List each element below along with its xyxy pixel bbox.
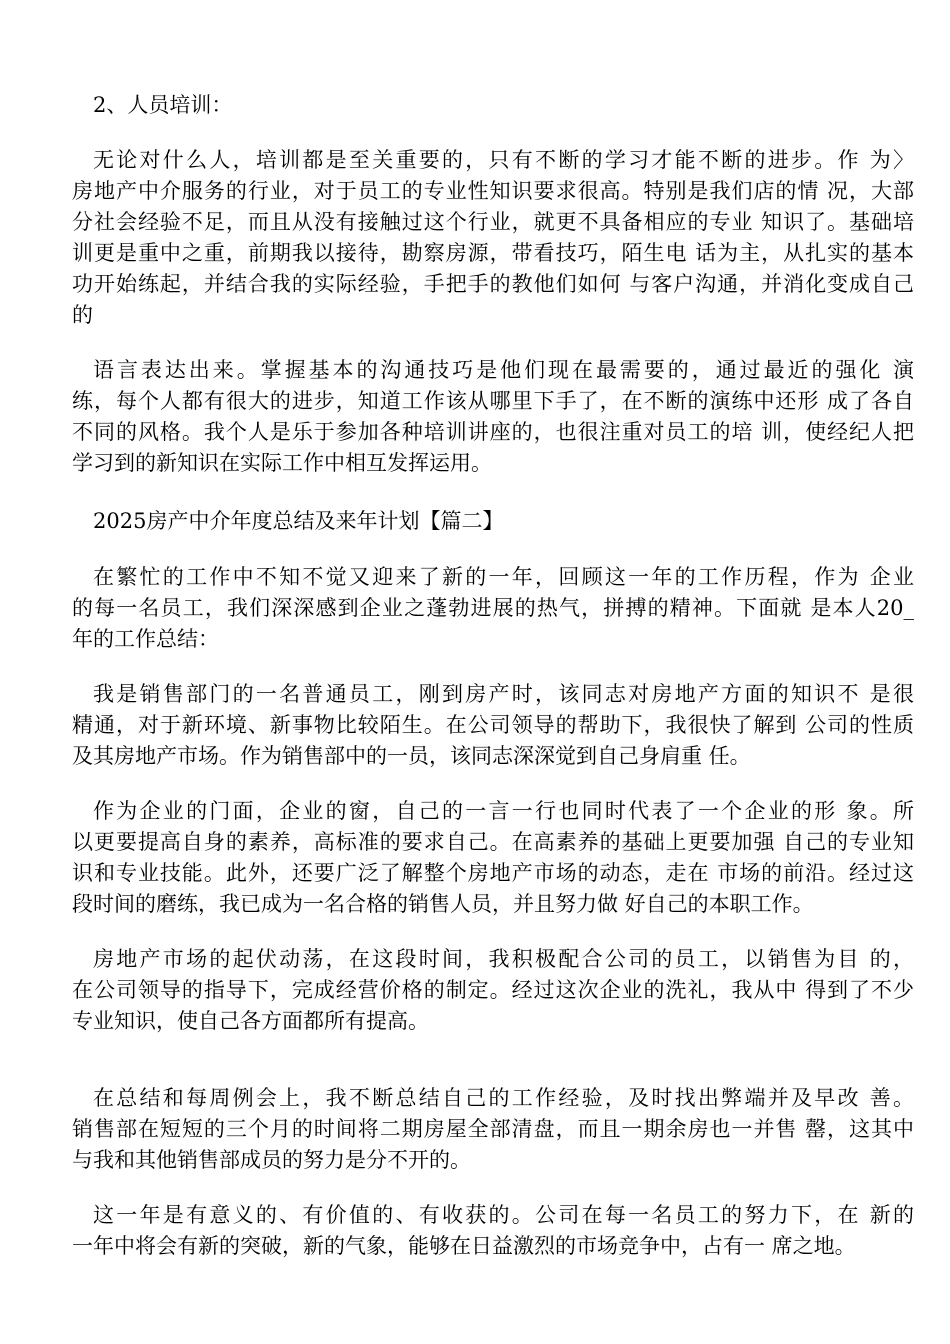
paragraph-line: 房地产市场的起伏动荡，在这段时间，我积极配合公司的员工，以销售为目 的， (93, 947, 914, 971)
paragraph-line: 这一年是有意义的、有价值的、有收获的。公司在每一名员工的努力下，在 新的 (93, 1203, 914, 1227)
paragraph-line: 我是销售部门的一名普通员工，刚到房产时，该同志对房地产方面的知识不 是很 (93, 682, 914, 706)
section-heading-training: 2、人员培训： (93, 93, 233, 117)
paragraph-line: 识和专业技能。此外，还要广泛了解整个房地产市场的动态，走在 市场的前沿。经过这 (72, 861, 914, 885)
paragraph-line: 学习到的新知识在实际工作中相互发挥运用。 (72, 451, 492, 475)
paragraph-line: 不同的风格。我个人是乐于参加各种培训讲座的，也很注重对员工的培 训，使经纪人把 (72, 420, 914, 444)
paragraph-line: 房地产中介服务的行业，对于员工的专业性知识要求很高。特别是我们店的情 况，大部 (72, 179, 914, 203)
paragraph-line: 销售部在短短的三个月的时间将二期房屋全部清盘，而且一期余房也一并售 罄，这其中 (72, 1117, 914, 1141)
paragraph-line: 在总结和每周例会上，我不断总结自己的工作经验，及时找出弊端并及早改 善。 (93, 1086, 914, 1110)
paragraph-line: 在公司领导的指导下，完成经营价格的制定。经过这次企业的洗礼，我从中 得到了不少 (72, 978, 914, 1002)
paragraph-line: 的 (72, 303, 93, 327)
paragraph-line: 段时间的磨练，我已成为一名合格的销售人员，并且努力做 好自己的本职工作。 (72, 892, 814, 916)
paragraph-line: 语言表达出来。掌握基本的沟通技巧是他们现在最需要的，通过最近的强化 演 (93, 358, 914, 382)
paragraph-line: 的每一名员工，我们深深感到企业之蓬勃进展的热气，拼搏的精神。下面就 是本人20_ (72, 596, 914, 620)
section-heading-part2: 2025房产中介年度总结及来年计划【篇二】 (93, 509, 504, 533)
paragraph-line: 年的工作总结： (72, 627, 219, 651)
paragraph-line: 训更是重中之重，前期我以接待，勘察房源，带看技巧，陌生电 话为主，从扎实的基本 (72, 241, 914, 265)
paragraph-line: 一年中将会有新的突破，新的气象，能够在日益激烈的市场竞争中，占有一 席之地。 (72, 1234, 856, 1258)
paragraph-line: 无论对什么人，培训都是至关重要的，只有不断的学习才能不断的进步。作 为〉 (93, 148, 914, 172)
paragraph-line: 及其房地产市场。作为销售部中的一员，该同志深深觉到自己身肩重 任。 (72, 744, 751, 768)
paragraph-line: 分社会经验不足，而且从没有接触过这个行业，就更不具备相应的专业 知识了。基础培 (72, 210, 914, 234)
paragraph-line: 与我和其他销售部成员的努力是分不开的。 (72, 1148, 471, 1172)
paragraph-line: 功开始练起，并结合我的实际经验，手把手的教他们如何 与客户沟通，并消化变成自己 (72, 272, 914, 296)
paragraph-line: 作为企业的门面，企业的窗，自己的一言一行也同时代表了一个企业的形 象。所 (93, 799, 914, 823)
paragraph-line: 精通，对于新环境、新事物比较陌生。在公司领导的帮助下，我很快了解到 公司的性质 (72, 713, 914, 737)
paragraph-line: 练，每个人都有很大的进步，知道工作该从哪里下手了，在不断的演练中还形 成了各自 (72, 389, 914, 413)
paragraph-line: 专业知识，使自己各方面都所有提高。 (72, 1009, 429, 1033)
paragraph-line: 以更要提高自身的素养，高标准的要求自己。在高素养的基础上更要加强 自己的专业知 (72, 830, 914, 854)
paragraph-line: 在繁忙的工作中不知不觉又迎来了新的一年，回顾这一年的工作历程，作为 企业 (93, 565, 914, 589)
